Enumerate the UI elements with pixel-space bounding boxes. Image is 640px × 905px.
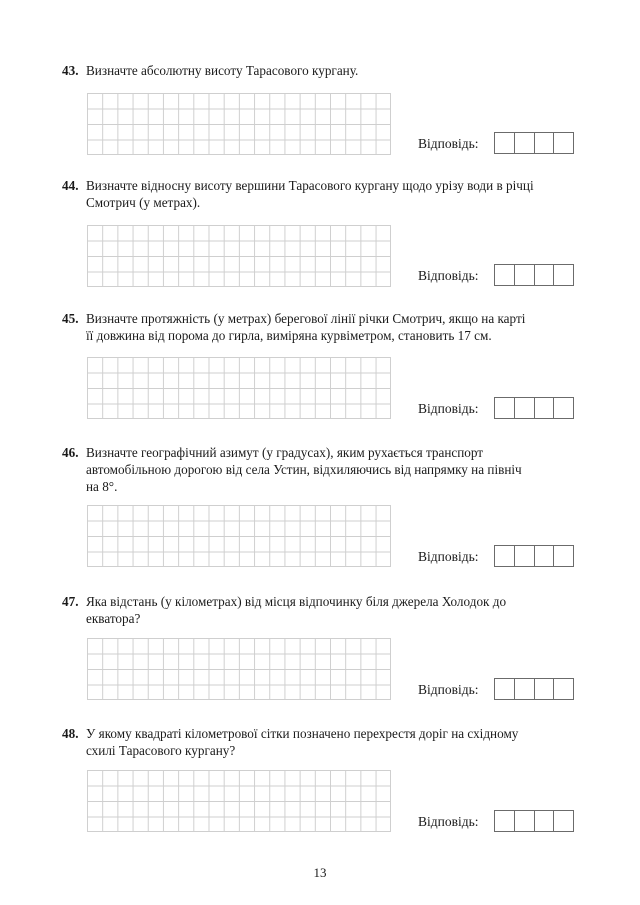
answer-cell[interactable] [495,546,515,566]
page-number: 13 [313,865,327,880]
question-line: Смотрич (у метрах). [86,195,201,210]
question-line: У якому квадраті кілометрової сітки позначено перехрестя доріг на східному [86,726,519,741]
draft-grid[interactable] [87,93,391,155]
draft-grid[interactable] [87,225,391,287]
answer-cell[interactable] [535,133,555,153]
question-number: 46. [62,445,79,460]
answer-cell[interactable] [495,811,515,831]
answer-box[interactable] [494,678,574,700]
question-number: 44. [62,178,79,193]
question-number: 45. [62,311,79,326]
question-line: схилі Тарасового кургану? [86,743,236,758]
answer-cell[interactable] [515,546,535,566]
answer-label: Відповідь: [418,682,479,697]
answer-box[interactable] [494,810,574,832]
draft-grid[interactable] [87,357,391,419]
answer-box[interactable] [494,397,574,419]
answer-label: Відповідь: [418,136,479,151]
question-text [62,593,574,627]
answer-cell[interactable] [535,546,555,566]
answer-box[interactable] [494,545,574,567]
answer-cell[interactable] [495,265,515,285]
answer-cell[interactable] [535,265,555,285]
question-text [62,310,574,344]
answer-cell[interactable] [554,398,573,418]
answer-cell[interactable] [495,679,515,699]
answer-cell[interactable] [554,265,573,285]
answer-cell[interactable] [554,811,573,831]
draft-grid[interactable] [87,638,391,700]
answer-cell[interactable] [554,133,573,153]
answer-label: Відповідь: [418,401,479,416]
answer-cell[interactable] [515,398,535,418]
question-line: Визначте абсолютну висоту Тарасового кургану. [86,63,359,78]
question-line: на 8°. [86,479,118,494]
question-line: її довжина від порома до гирла, виміряна курвіметром, становить 17 см. [86,328,492,343]
question-number: 47. [62,594,79,609]
question-line: автомобільною дорогою від села Устин, відхиляючись від напрямку на північ [86,462,522,477]
answer-cell[interactable] [535,811,555,831]
answer-cell[interactable] [495,398,515,418]
question-line: Яка відстань (у кілометрах) від місця відпочинку біля джерела Холодок до [86,594,507,609]
question-line: екватора? [86,611,141,626]
answer-cell[interactable] [495,133,515,153]
question-line: Визначте географічний азимут (у градусах), яким рухається транспорт [86,445,484,460]
answer-cell[interactable] [554,546,573,566]
answer-cell[interactable] [515,811,535,831]
answer-cell[interactable] [515,679,535,699]
answer-label: Відповідь: [418,814,479,829]
answer-cell[interactable] [554,679,573,699]
draft-grid[interactable] [87,770,391,832]
question-text [62,444,574,495]
answer-box[interactable] [494,132,574,154]
draft-grid[interactable] [87,505,391,567]
answer-label: Відповідь: [418,268,479,283]
question-number: 48. [62,726,79,741]
question-number: 43. [62,63,79,78]
answer-cell[interactable] [535,679,555,699]
question-line: Визначте відносну висоту вершини Тарасового кургану щодо урізу води в річці [86,178,534,193]
question-text [62,62,574,79]
answer-cell[interactable] [515,265,535,285]
question-text [62,725,574,759]
answer-cell[interactable] [515,133,535,153]
answer-cell[interactable] [535,398,555,418]
answer-label: Відповідь: [418,549,479,564]
answer-box[interactable] [494,264,574,286]
question-text [62,177,574,211]
question-line: Визначте протяжність (у метрах) берегової лінії річки Смотрич, якщо на карті [86,311,526,326]
